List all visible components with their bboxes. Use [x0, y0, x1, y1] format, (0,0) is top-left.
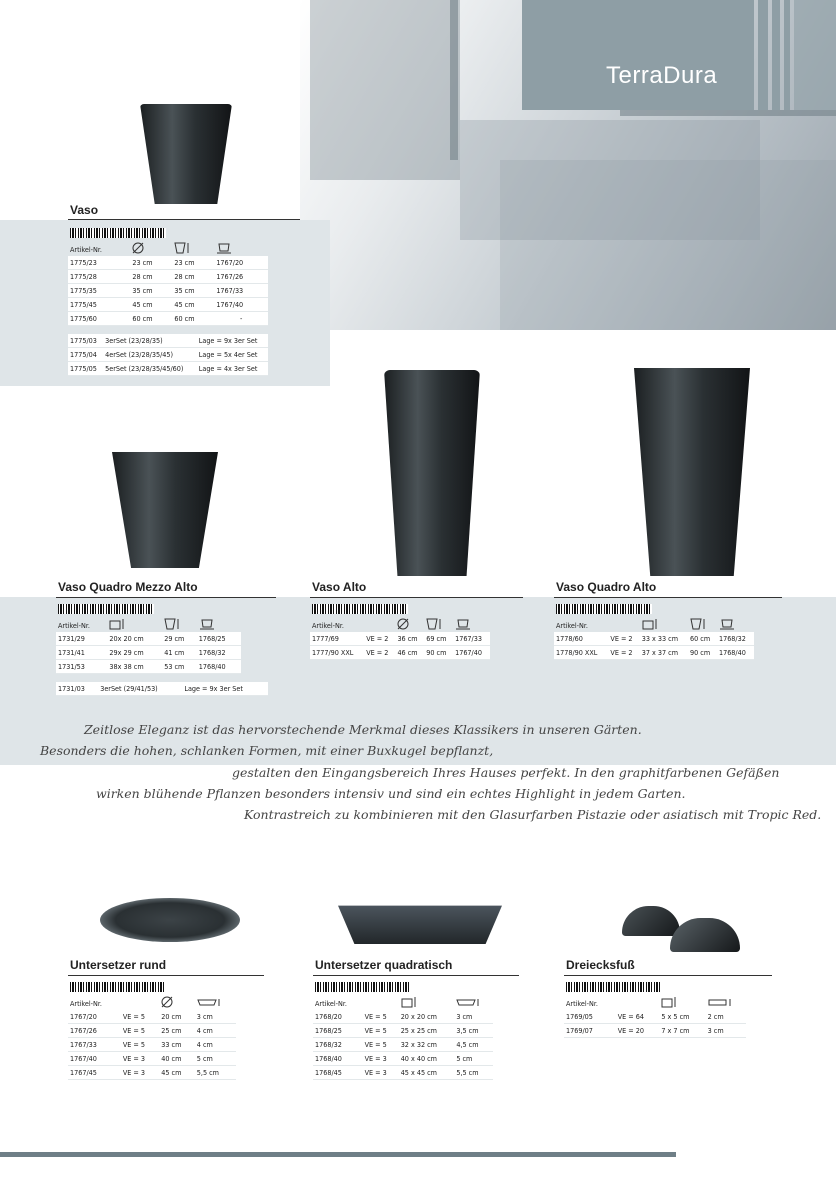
- brand-stripe: [784, 0, 790, 110]
- square-size-icon: [401, 996, 417, 1010]
- brand-stripe: [758, 0, 768, 110]
- saucer-icon: [199, 618, 215, 632]
- table-row: 1731/03 3erSet (29/41/53) Lage = 9x 3er Set: [56, 682, 268, 696]
- article-header: Artikel-Nr.: [58, 620, 90, 630]
- article-header: Artikel-Nr.: [556, 620, 588, 630]
- table-row: 1767/20 VE = 5 20 cm 3 cm: [68, 1010, 236, 1024]
- saucer-icon: [216, 242, 232, 256]
- quadro-alto-title: Vaso Quadro Alto: [556, 580, 657, 594]
- untersetzer-rund-title: Untersetzer rund: [70, 958, 167, 972]
- article-header: Artikel-Nr.: [315, 998, 347, 1008]
- foot-height-icon: [708, 996, 732, 1010]
- dreiecksfuss-table: [564, 996, 746, 1038]
- quadro-alto-table: [554, 618, 754, 660]
- dreiecksfuss-image: [670, 918, 740, 952]
- table-row: 1768/40 VE = 3 40 x 40 cm 5 cm: [313, 1052, 493, 1066]
- untersetzer-quadratisch-title: Untersetzer quadratisch: [315, 958, 453, 972]
- table-row: 1768/25 VE = 5 25 x 25 cm 3,5 cm: [313, 1024, 493, 1038]
- description-line: wirken blühende Pflanzen besonders intensiv und sind ein echtes Highlight in jedem Garten.: [96, 786, 686, 801]
- description-line: Kontrastreich zu kombinieren mit den Glasurfarben Pistazie oder asiatisch mit Tropic Red.: [244, 807, 822, 822]
- vaso-table: [68, 242, 268, 326]
- barcode: [315, 982, 411, 992]
- table-row: 1777/90 XXL VE = 2 46 cm 90 cm 1767/40: [310, 646, 490, 660]
- table-row: 1769/05 VE = 64 5 x 5 cm 2 cm: [564, 1010, 746, 1024]
- table-row: 1775/60 60 cm 60 cm -: [68, 312, 268, 326]
- table-row: 1767/33 VE = 5 33 cm 4 cm: [68, 1038, 236, 1052]
- article-header: Artikel-Nr.: [312, 620, 344, 630]
- untersetzer-quadratisch-table: [313, 996, 493, 1080]
- height-icon: [174, 242, 190, 256]
- vaso-alto-table: [310, 618, 490, 660]
- vaso-quadro-alto-image: [634, 368, 750, 576]
- table-row: 1775/04 4erSet (23/28/35/45) Lage = 5x 4er Set: [68, 348, 268, 362]
- table-row: 1767/45 VE = 3 45 cm 5,5 cm: [68, 1066, 236, 1080]
- dreiecksfuss-title: Dreiecksfuß: [566, 958, 635, 972]
- table-row: 1767/26 VE = 5 25 cm 4 cm: [68, 1024, 236, 1038]
- dreiecksfuss-image: [622, 906, 680, 936]
- quadro-mezzo-rule: [56, 597, 276, 598]
- barcode: [58, 604, 154, 614]
- vaso-rule: [68, 219, 300, 220]
- description-line: gestalten den Eingangsbereich Ihres Hauses perfekt. In den graphitfarbenen Gefäßen: [232, 765, 780, 780]
- vaso-quadro-mezzo-alto-image: [112, 452, 218, 568]
- vaso-image: [140, 104, 232, 204]
- table-row: 1731/53 38x 38 cm 53 cm 1768/40: [56, 660, 241, 674]
- vaso-alto-title: Vaso Alto: [312, 580, 367, 594]
- untersetzer-quadratisch-image: [338, 896, 502, 944]
- table-row: 1775/28 28 cm 28 cm 1767/26: [68, 270, 268, 284]
- barcode: [556, 604, 652, 614]
- table-row: 1775/03 3erSet (23/28/35) Lage = 9x 3er Set: [68, 334, 268, 348]
- description-line: Zeitlose Eleganz ist das hervorstechende Merkmal dieses Klassikers in unseren Gärten.: [84, 722, 642, 737]
- untersetzer-quadratisch-rule: [313, 975, 519, 976]
- table-row: 1777/69 VE = 2 36 cm 69 cm 1767/33: [310, 632, 490, 646]
- vaso-alto-rule: [310, 597, 523, 598]
- barcode: [70, 982, 166, 992]
- diameter-icon: [161, 996, 173, 1010]
- description-line: Besonders die hohen, schlanken Formen, mit einer Buxkugel bepflanzt,: [40, 743, 494, 758]
- saucer-height-icon: [197, 996, 221, 1010]
- table-row: 1778/90 XXL VE = 2 37 x 37 cm 90 cm 1768/40: [554, 646, 754, 660]
- quadro-mezzo-table: [56, 618, 241, 674]
- saucer-icon: [455, 618, 471, 632]
- vaso-title: Vaso: [70, 203, 99, 217]
- quadro-alto-rule: [554, 597, 782, 598]
- table-row: 1731/41 29x 29 cm 41 cm 1768/32: [56, 646, 241, 660]
- barcode: [566, 982, 662, 992]
- brand-stripe: [772, 0, 780, 110]
- table-row: 1767/40 VE = 3 40 cm 5 cm: [68, 1052, 236, 1066]
- square-size-icon: [109, 618, 125, 632]
- table-row: 1778/60 VE = 2 33 x 33 cm 60 cm 1768/32: [554, 632, 754, 646]
- height-icon: [690, 618, 706, 632]
- table-row: 1768/45 VE = 3 45 x 45 cm 5,5 cm: [313, 1066, 493, 1080]
- brand-stripe: [794, 0, 836, 110]
- table-row: 1775/35 35 cm 35 cm 1767/33: [68, 284, 268, 298]
- untersetzer-rund-image: [100, 898, 240, 942]
- height-icon: [164, 618, 180, 632]
- table-row: 1768/20 VE = 5 20 x 20 cm 3 cm: [313, 1010, 493, 1024]
- brand-name: TerraDura: [606, 62, 718, 89]
- table-row: 1769/07 VE = 20 7 x 7 cm 3 cm: [564, 1024, 746, 1038]
- quadro-mezzo-set-table: [56, 682, 268, 696]
- untersetzer-rund-rule: [68, 975, 264, 976]
- barcode: [312, 604, 408, 614]
- dreiecksfuss-rule: [564, 975, 772, 976]
- barcode: [70, 228, 166, 238]
- article-header: Artikel-Nr.: [566, 998, 598, 1008]
- saucer-icon: [719, 618, 735, 632]
- diameter-icon: [397, 618, 409, 632]
- untersetzer-rund-table: [68, 996, 236, 1080]
- saucer-height-icon: [456, 996, 480, 1010]
- vaso-alto-image: [384, 370, 480, 576]
- table-row: 1775/45 45 cm 45 cm 1767/40: [68, 298, 268, 312]
- vaso-sets-table: [68, 334, 268, 376]
- table-row: 1768/32 VE = 5 32 x 32 cm 4,5 cm: [313, 1038, 493, 1052]
- quadro-mezzo-title: Vaso Quadro Mezzo Alto: [58, 580, 198, 594]
- table-row: 1731/29 20x 20 cm 29 cm 1768/25: [56, 632, 241, 646]
- square-size-icon: [661, 996, 677, 1010]
- article-header: Artikel-Nr.: [70, 244, 102, 254]
- footer-rule: [0, 1152, 676, 1157]
- table-row: 1775/23 23 cm 23 cm 1767/20: [68, 256, 268, 270]
- height-icon: [426, 618, 442, 632]
- brand-box: [522, 0, 754, 110]
- square-size-icon: [642, 618, 658, 632]
- article-header: Artikel-Nr.: [70, 998, 102, 1008]
- table-row: 1775/05 5erSet (23/28/35/45/60) Lage = 4x 3er Set: [68, 362, 268, 376]
- diameter-icon: [132, 242, 144, 256]
